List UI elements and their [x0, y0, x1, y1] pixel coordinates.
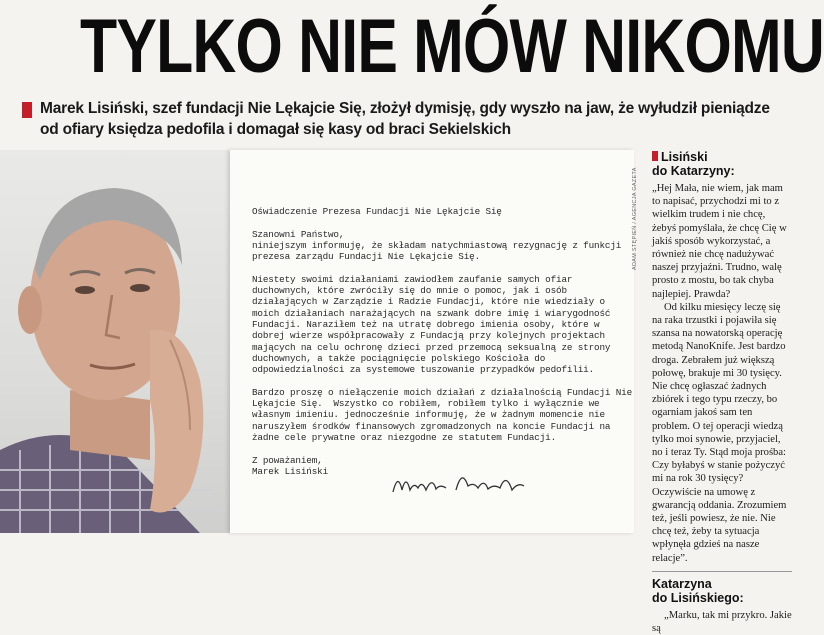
- red-marker: [652, 151, 658, 161]
- letter-paragraph-2: Niestety swoimi działaniami zawiodłem zaufanie samych ofiar duchownych, które zwróciły się do mnie o pomoc, jak i osób działających w Zarządzie i Radzie Fundacji, które nie wiedziały o moich działaniach narażających na szwank dobre imię i wiarygodność Fundacji. Naraziłem też na utratę dobrego imienia osoby, które w dobrej wierze współpracowały z Fundacją przy kolejnych projektach mających na celu ochronę dzieci przed przemocą seksualną ze strony duchownych, a także pociągnięcie polskiego Kościoła do odpowiedzialności za systemowe tuszowanie przypadków pedofilii.: [252, 273, 611, 376]
- sidebar-heading-katarzyna: [652, 577, 792, 605]
- letter-title: Oświadczenie Prezesa Fundacji Nie Lękajcie Się: [252, 206, 502, 217]
- portrait-photo: [0, 150, 250, 533]
- letter-salutation: Szanowni Państwo,: [252, 228, 345, 240]
- heading-line: Lisiński: [661, 150, 708, 164]
- handwritten-signature: [388, 462, 558, 502]
- letter-signer: Marek Lisiński: [252, 465, 329, 477]
- sidebar-heading-lisinski: [652, 150, 792, 178]
- lead-paragraph: [22, 98, 792, 142]
- headline: TYLKO NIE MÓW NIKOMU: [80, 4, 824, 89]
- letter-closing: Z poważaniem,: [252, 454, 323, 466]
- photo-credit: ADAM STĘPIEŃ / AGENCJA GAZETA: [632, 167, 638, 270]
- sidebar-paragraph: „Hej Mała, nie wiem, jak mam to napisać, przychodzi mi to z wielkim trudem i nie chcę, żebyś pomyślała, że chcę Cię w jakiś sposób wykorzystać, a również nie chcę nadużywać naszej przyjaźni. Trudno, walę prosto z mostu, bo tak chyba najlepiej. Prawda?: [652, 183, 787, 300]
- heading-line: Katarzyna: [652, 576, 712, 591]
- lead-text: Marek Lisiński, szef fundacji Nie Lękajcie Się, złożył dymisję, gdy wyszło na jaw, że wyłudził pieniądze od ofiary księdza pedofila i domagał się kasy od braci Sekielskich: [40, 100, 770, 138]
- sidebar-paragraph: Od kilku miesięcy leczę się na raka trzustki i pojawiła się szansa na nowatorską operację metodą NanoKnife. Jest bardzo droga. Zebrałem już większą połowę, brakuje mi 30 tysięcy. Nie chcę ogłaszać żadnych zbiórek i tego typu rzeczy, bo ogarniam jakoś sam ten problem. O tej operacji wiedzą tylko moi synowie, przyjaciel, no i teraz Ty. Stąd moja prośba: Czy byłabyś w stanie pożyczyć mi na rok 30 tysięcy? Oczywiście na umowę z gwarancją oddania. Zrozumiem też, jeśli powiesz, że nie. Nie chcę też, żeby ta sytuacja wpłynęła gdzieś na nasze relacje”.: [652, 301, 787, 564]
- sidebar-paragraph: „Marku, tak mi przykro. Jakie są: [652, 609, 792, 635]
- sidebar-messages: [652, 150, 792, 635]
- heading-line: do Lisińskiego:: [652, 590, 744, 605]
- resignation-letter: [230, 150, 634, 533]
- letter-paragraph-1: niniejszym informuję, że składam natychmiastową rezygnację z funkcji prezesa zarządu Fundacji Nie Lękajcie Się.: [252, 239, 622, 263]
- divider: [652, 571, 792, 572]
- red-marker: [22, 102, 32, 118]
- letter-paragraph-3: Bardzo proszę o niełączenie moich działań z działalnością Fundacji Nie Lękajcie Się. Wszystko co robiłem, robiłem tylko i wyłącznie we własnym imieniu. jednocześnie informuję, że w żadnym momencie nie naruszyłem środków finansowych zgromadzonych na koncie Fundacji na żadne cele prywatne oraz niezgodne ze statutem Fundacji.: [252, 386, 633, 443]
- heading-line: do Katarzyny:: [652, 164, 735, 178]
- letter-text: [252, 206, 632, 477]
